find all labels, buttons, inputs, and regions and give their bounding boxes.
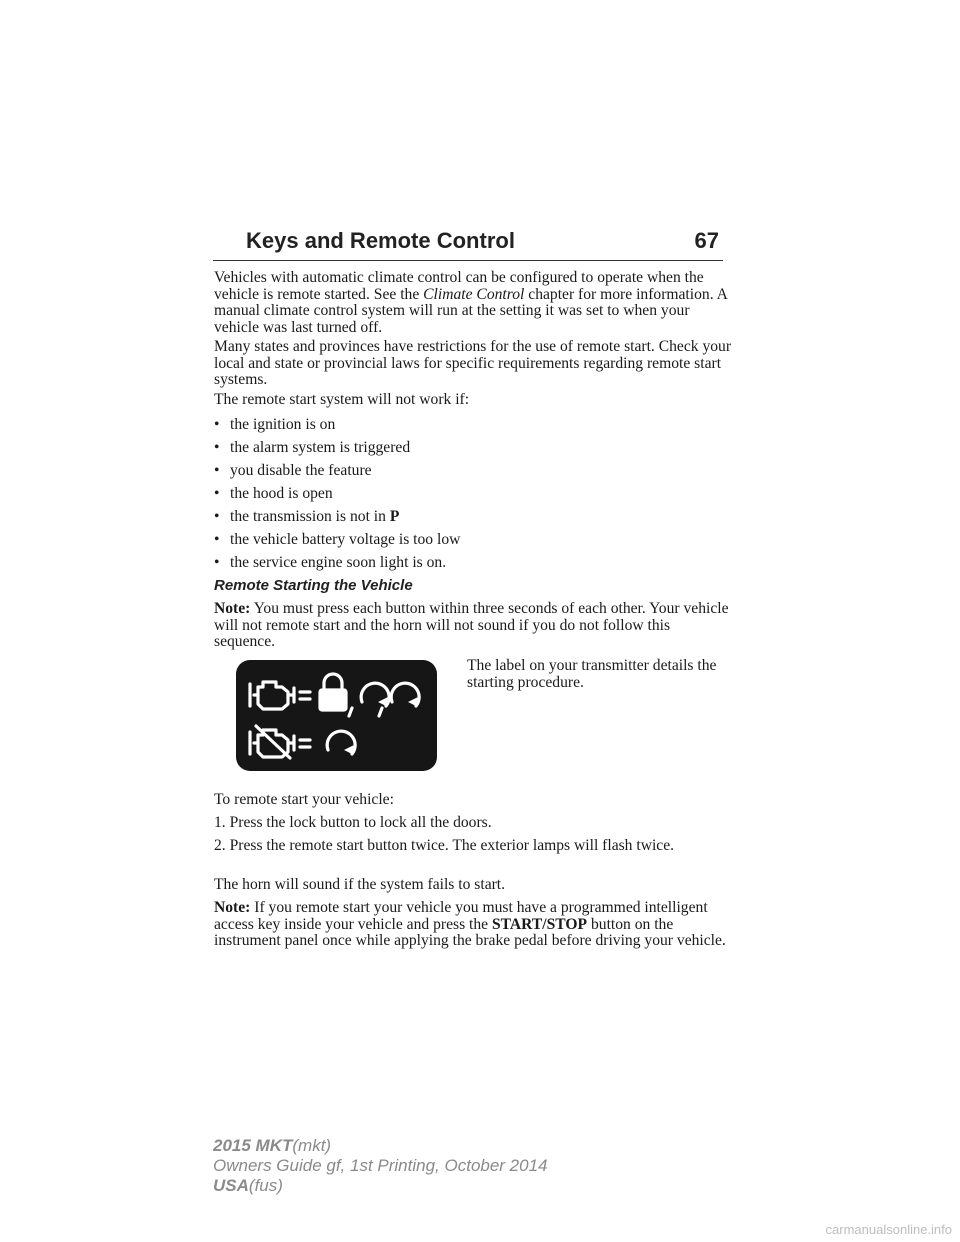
page-number: 67 [694,228,719,253]
condition-text: the hood is open [230,485,333,502]
equals-symbol [300,692,310,699]
model-name: 2015 MKT [213,1136,293,1155]
note-intelligent-access [214,900,734,950]
horn-info: The horn will sound if the system fails to start. [214,876,506,893]
condition-text: the ignition is on [230,416,336,433]
intro-paragraph-laws: Many states and provinces have restrictions for the use of remote start. Check your local and state or provincial laws for specific requirements regarding remote start systems. [214,338,732,388]
model-code: (mkt) [292,1136,332,1155]
lock-icon [320,674,346,710]
intro-paragraph-climate [214,270,734,336]
intro-text: Vehicles with automatic climate control can be configured to operate when the vehicle is remote started. See the [214,269,704,303]
intro-text-cont: chapter for more information. A manual climate control system will run at the setting it was set to when your vehicle was last turned off. [214,285,728,336]
section-heading: Remote Starting the Vehicle [214,577,413,594]
market-code: (fus) [248,1176,283,1195]
step-2: 2. Press the remote start button twice. The exterior lamps will flash twice. [214,837,675,854]
climate-control-reference: Climate Control [423,285,525,303]
note-label: Note: [214,899,251,916]
comma-symbol [379,708,382,716]
park-gear-label: P [389,508,400,525]
step-1: 1. Press the lock button to lock all the doors. [214,814,492,831]
header-divider [213,260,723,261]
condition-text: you disable the feature [230,462,372,479]
condition-text: the vehicle battery voltage is too low [230,531,461,548]
condition-item: • the vehicle battery voltage is too low [214,531,461,548]
condition-text: the transmission is not in [230,508,386,525]
condition-text: the service engine soon light is on. [230,554,447,571]
equals-symbol [300,740,310,747]
condition-item: • the ignition is on [214,416,336,433]
comma-symbol [349,708,352,716]
label-caption: The label on your transmitter details the starting procedure. [467,657,717,691]
condition-item: • the hood is open [214,485,333,502]
note-text: You must press each button within three seconds of each other. Your vehicle will not remote start and the horn will not sound if you do not follow this sequence. [214,600,729,650]
watermark: carmanualsonline.info [825,1222,952,1237]
page-header [213,228,723,258]
transmitter-label-image [236,660,437,771]
market-name: USA [213,1176,249,1195]
footer-line-2: Owners Guide gf, 1st Printing, October 2014 [213,1156,548,1175]
condition-item: • the transmission is not in P [214,508,400,525]
note-timing [214,601,734,651]
condition-item: • you disable the feature [214,462,372,479]
footer-line-1 [213,1136,331,1156]
engine-off-icon [250,726,294,758]
start-stop-button-label: START/STOP [492,915,588,933]
condition-item: • the service engine soon light is on. [214,554,447,571]
engine-icon [250,682,294,709]
note-text-cont: button on the instrument panel once while applying the brake pedal before driving your vehicle. [214,915,726,949]
note-text: If you remote start your vehicle you must have a programmed intelligent access key inside your vehicle and press the [214,899,708,933]
steps-intro: To remote start your vehicle: [214,791,394,808]
chapter-title: Keys and Remote Control [246,228,515,253]
note-label: Note: [214,600,251,617]
remote-start-sequence-icons [236,660,437,771]
conditions-intro: The remote start system will not work if: [214,391,470,408]
condition-item: • the alarm system is triggered [214,439,411,456]
condition-text: the alarm system is triggered [230,439,411,456]
footer-line-3 [213,1176,283,1196]
